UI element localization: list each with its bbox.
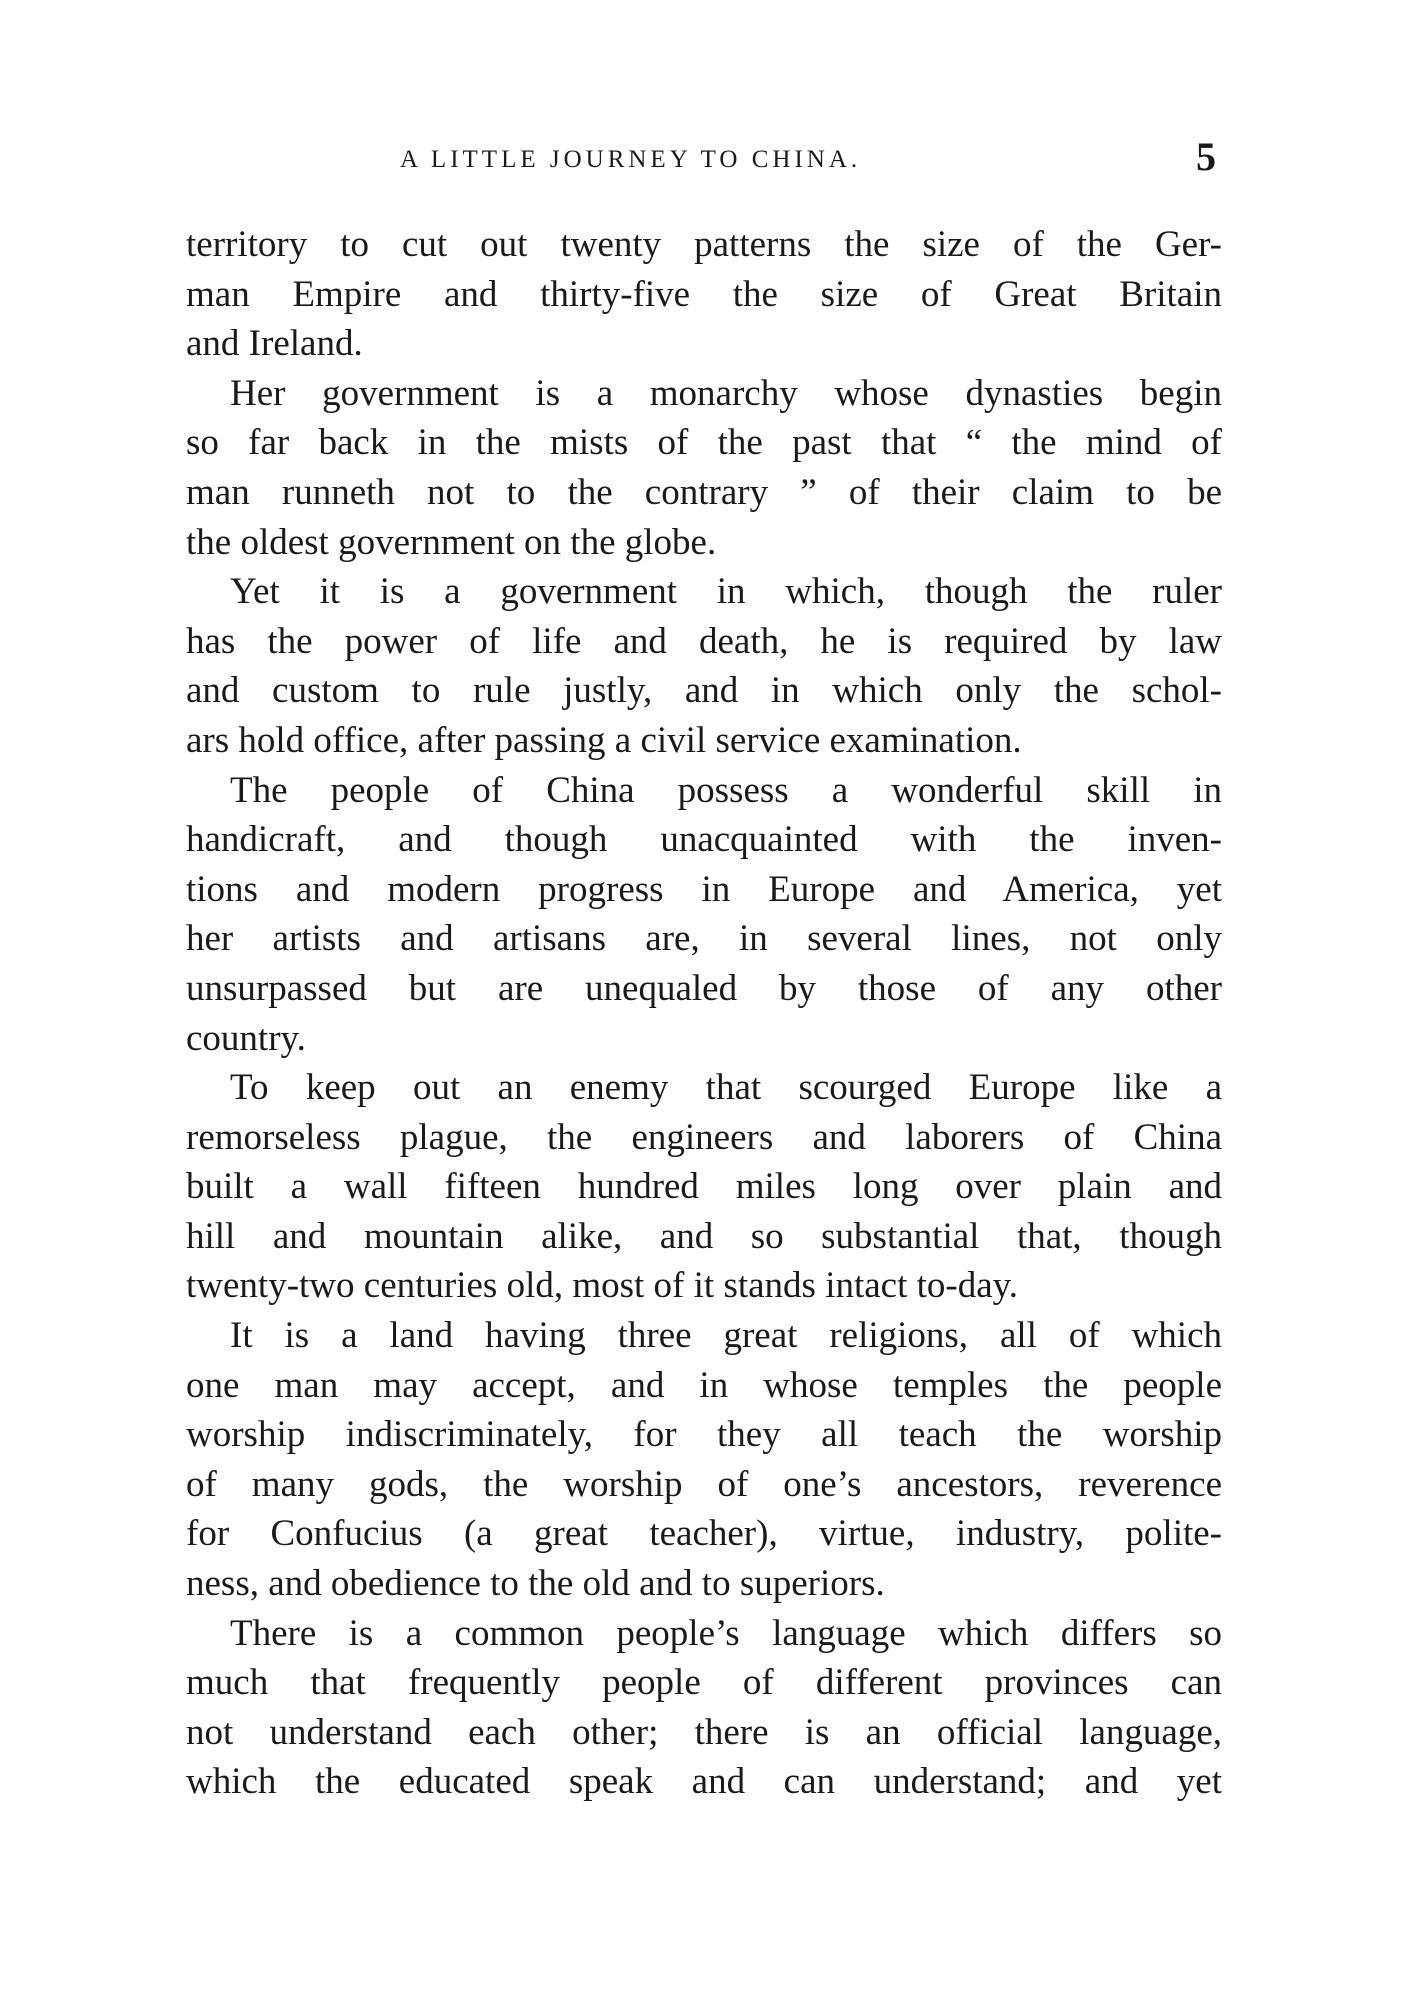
text-line: Her government is a monarchy whose dynasties begin	[230, 372, 1222, 414]
text-line: not understand each other; there is an official language,	[186, 1711, 1222, 1753]
text-line: worship indiscriminately, for they all teach the worship	[186, 1414, 1222, 1456]
text-line: territory to cut out twenty patterns the size of the Ger-	[186, 224, 1222, 265]
text-line: ness, and obedience to the old and to superiors.	[186, 1563, 885, 1605]
text-line: ars hold office, after passing a civil service examination.	[186, 719, 1022, 761]
running-title: A LITTLE JOURNEY TO CHINA.	[400, 146, 862, 173]
text-line: much that frequently people of different provinces can	[186, 1662, 1222, 1704]
body-text	[186, 220, 1222, 1807]
text-line: and Ireland.	[186, 323, 363, 365]
text-line: twenty-two centuries old, most of it stands intact to-day.	[186, 1265, 1018, 1307]
text-line: built a wall fifteen hundred miles long over plain and	[186, 1166, 1222, 1208]
text-line: To keep out an enemy that scourged Europe like a	[230, 1067, 1222, 1109]
text-line: man Empire and thirty-five the size of Great Britain	[186, 273, 1222, 315]
text-line: handicraft, and though unacquainted with the inven-	[186, 819, 1222, 861]
text-line: and custom to rule justly, and in which only the schol-	[186, 670, 1222, 712]
text-line: of many gods, the worship of one’s ancestors, reverence	[186, 1463, 1222, 1505]
text-line: which the educated speak and can understand; and yet	[186, 1761, 1222, 1803]
text-line: There is a common people’s language which differs so	[230, 1612, 1222, 1654]
text-line: her artists and artisans are, in several lines, not only	[186, 918, 1222, 960]
text-line: for Confucius (a great teacher), virtue, industry, polite-	[186, 1513, 1222, 1555]
text-line: hill and mountain alike, and so substantial that, though	[186, 1215, 1222, 1257]
text-line: one man may accept, and in whose temples the people	[186, 1364, 1222, 1406]
text-line: country.	[186, 1017, 306, 1059]
text-line: Yet it is a government in which, though the ruler	[230, 571, 1222, 613]
text-line: tions and modern progress in Europe and America, yet	[186, 868, 1222, 910]
text-line: unsurpassed but are unequaled by those of any other	[186, 967, 1222, 1009]
text-line: The people of China possess a wonderful skill in	[230, 769, 1222, 811]
text-line: the oldest government on the globe.	[186, 521, 717, 563]
text-line: remorseless plague, the engineers and laborers of China	[186, 1116, 1222, 1158]
text-line: It is a land having three great religions, all of which	[230, 1315, 1222, 1357]
page-number: 5	[1196, 134, 1216, 179]
text-line: has the power of life and death, he is required by law	[186, 620, 1222, 662]
text-line: man runneth not to the contrary ” of their claim to be	[186, 471, 1222, 513]
text-line: so far back in the mists of the past that “ the mind of	[186, 422, 1222, 464]
